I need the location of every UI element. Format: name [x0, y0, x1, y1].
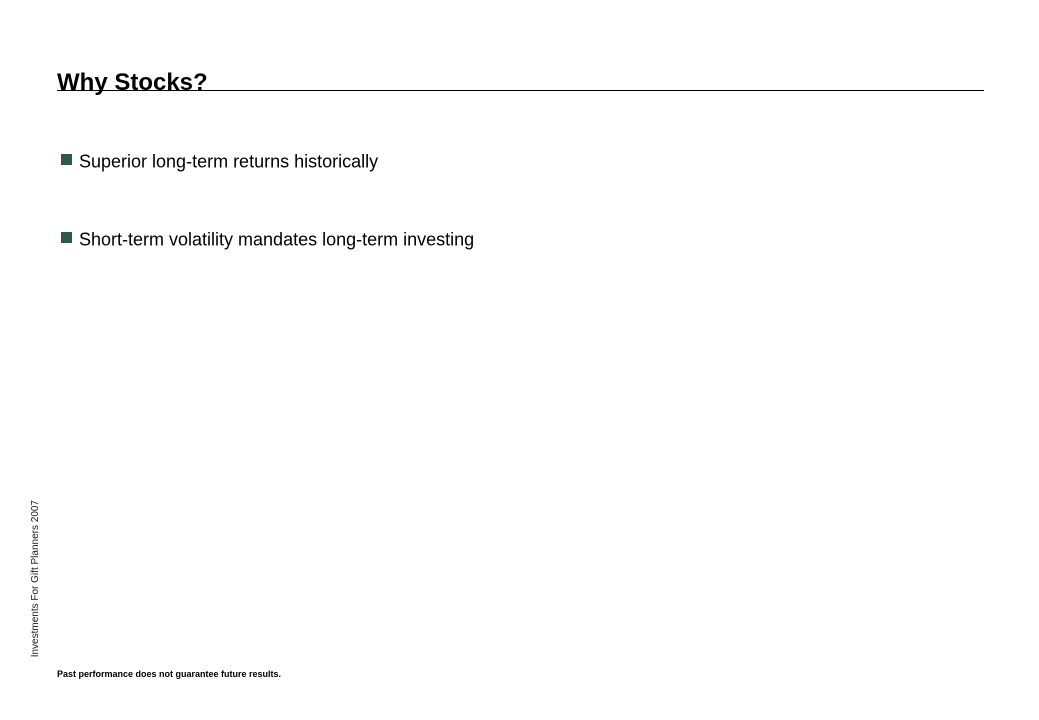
side-label-text: Investments For Gift Planners 2007 — [30, 500, 41, 658]
disclaimer: Past performance does not guarantee future results. — [57, 669, 282, 679]
bullet-item — [61, 223, 474, 253]
bullet-text: Short-term volatility mandates long-term investing — [79, 229, 475, 250]
square-bullet-icon — [61, 154, 72, 165]
bullet-item — [61, 145, 474, 175]
title-divider — [57, 90, 984, 91]
bullet-list — [61, 145, 474, 253]
bullet-text: Superior long-term returns historically — [79, 151, 379, 172]
slide-title: Why Stocks? — [57, 69, 208, 97]
square-bullet-icon — [61, 232, 72, 243]
